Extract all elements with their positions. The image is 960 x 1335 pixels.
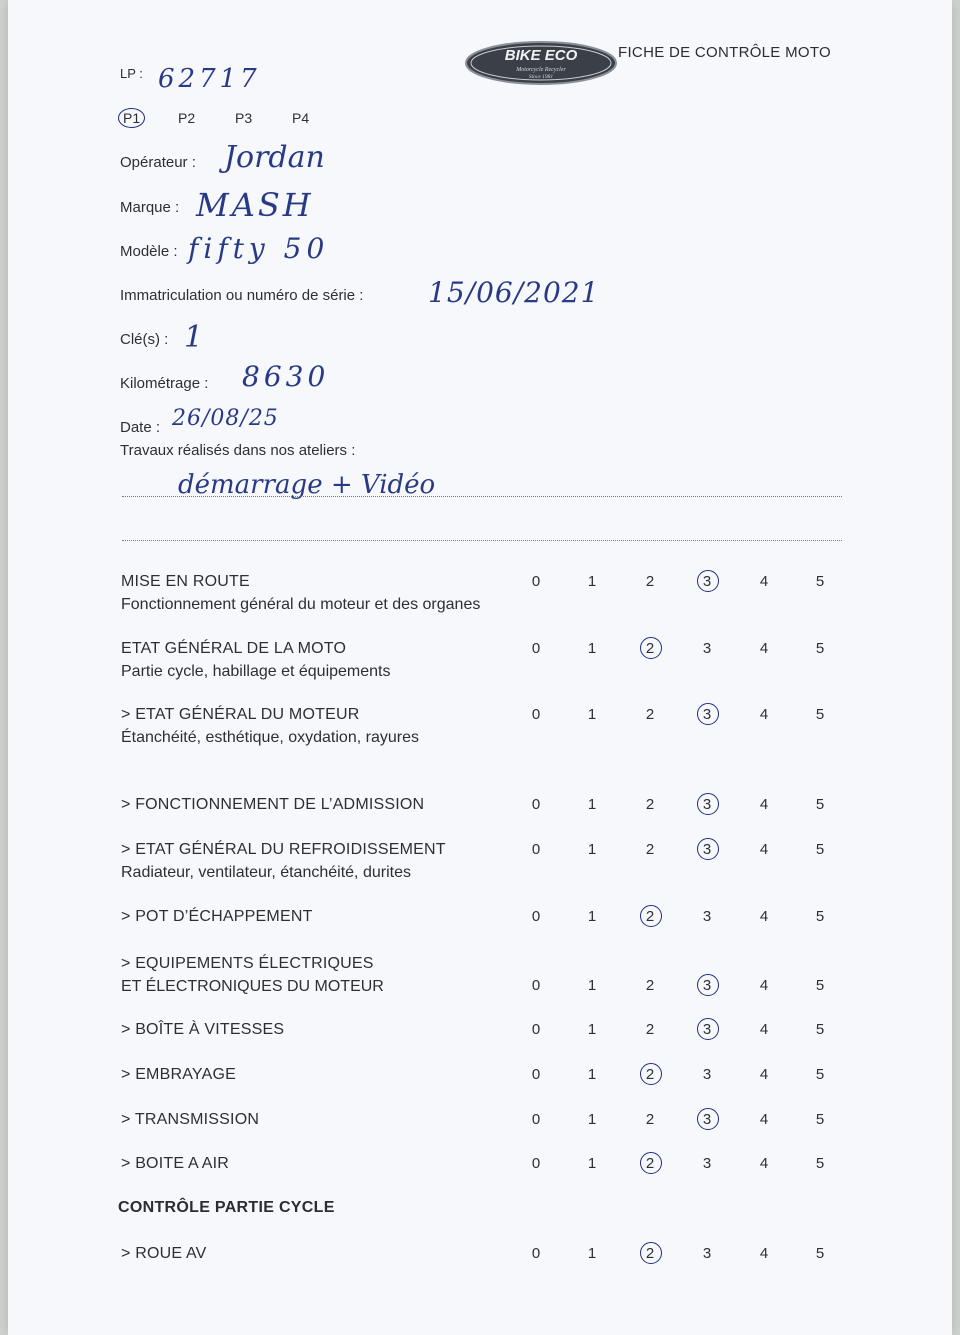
score-2: 2 — [645, 573, 655, 590]
score-scale — [508, 1245, 848, 1269]
check-label: > ETAT GÉNÉRAL DU REFROIDISSEMENT — [121, 841, 446, 858]
logo-sub-2: Since 1981 — [528, 74, 554, 80]
dotted-line-2 — [122, 540, 842, 541]
score-scale — [508, 1155, 848, 1179]
score-5: 5 — [815, 1111, 825, 1128]
score-scale — [508, 706, 848, 730]
score-2: 2 — [638, 1245, 662, 1262]
control-sheet — [8, 0, 952, 1335]
score-4: 4 — [759, 1245, 769, 1262]
score-0: 0 — [531, 573, 541, 590]
score-3: 3 — [702, 640, 712, 657]
form-title: FICHE DE CONTRÔLE MOTO — [618, 44, 832, 61]
section-partie-cycle-title: CONTRÔLE PARTIE CYCLE — [118, 1199, 335, 1216]
position-p2: P2 — [178, 110, 196, 126]
score-5: 5 — [815, 1155, 825, 1172]
score-0: 0 — [531, 796, 541, 813]
marque-value: MASH — [196, 186, 314, 224]
check-description: Étanchéité, esthétique, oxydation, rayures — [121, 729, 419, 746]
score-3: 3 — [695, 796, 719, 813]
score-1: 1 — [587, 841, 597, 858]
score-2: 2 — [638, 908, 662, 925]
modele-label: Modèle : — [120, 243, 178, 260]
check-label: > BOITE A AIR — [121, 1155, 229, 1172]
score-2: 2 — [638, 1155, 662, 1172]
cles-label: Clé(s) : — [120, 331, 169, 348]
km-value: 8630 — [242, 360, 330, 393]
travaux-value: démarrage + Vidéo — [178, 470, 436, 500]
lp-label: LP : — [120, 66, 143, 81]
modele-value: fifty 50 — [188, 232, 330, 265]
score-4: 4 — [759, 841, 769, 858]
check-description: Fonctionnement général du moteur et des organes — [121, 596, 481, 613]
score-2: 2 — [645, 977, 655, 994]
score-4: 4 — [759, 640, 769, 657]
score-3: 3 — [702, 1245, 712, 1262]
score-0: 0 — [531, 908, 541, 925]
date-value: 26/08/25 — [172, 406, 279, 431]
score-5: 5 — [815, 640, 825, 657]
score-3: 3 — [695, 977, 719, 994]
score-5: 5 — [815, 1021, 825, 1038]
score-4: 4 — [759, 1155, 769, 1172]
score-5: 5 — [815, 573, 825, 590]
score-scale — [508, 841, 848, 865]
score-4: 4 — [759, 1111, 769, 1128]
score-4: 4 — [759, 1066, 769, 1083]
check-label: > POT D’ÉCHAPPEMENT — [121, 908, 313, 925]
logo-sub-1: Motorcycle Recycler — [516, 67, 566, 73]
score-4: 4 — [759, 573, 769, 590]
score-3: 3 — [695, 573, 719, 590]
score-1: 1 — [587, 796, 597, 813]
bike-eco-logo — [464, 40, 618, 86]
check-description: Radiateur, ventilateur, étanchéité, durites — [121, 864, 411, 881]
score-0: 0 — [531, 1021, 541, 1038]
marque-label: Marque : — [120, 199, 180, 216]
dotted-line-1 — [122, 496, 842, 497]
score-3: 3 — [695, 1021, 719, 1038]
score-1: 1 — [587, 1021, 597, 1038]
score-4: 4 — [759, 977, 769, 994]
score-5: 5 — [815, 1245, 825, 1262]
check-label: > EMBRAYAGE — [121, 1066, 236, 1083]
score-1: 1 — [587, 1245, 597, 1262]
check-label: > EQUIPEMENTS ÉLECTRIQUES — [121, 955, 374, 972]
score-scale — [508, 573, 848, 597]
score-4: 4 — [759, 796, 769, 813]
score-3: 3 — [702, 908, 712, 925]
score-5: 5 — [815, 706, 825, 723]
operateur-label: Opérateur : — [120, 154, 196, 171]
score-4: 4 — [759, 1021, 769, 1038]
check-description: Partie cycle, habillage et équipements — [121, 663, 391, 680]
check-label: > ROUE AV — [121, 1245, 207, 1262]
score-3: 3 — [695, 706, 719, 723]
check-description: ET ÉLECTRONIQUES DU MOTEUR — [121, 978, 384, 995]
position-p3: P3 — [235, 110, 253, 126]
check-label: > BOÎTE À VITESSES — [121, 1021, 285, 1038]
score-scale — [508, 977, 848, 1001]
score-0: 0 — [531, 640, 541, 657]
lp-value: 62717 — [158, 64, 261, 94]
score-0: 0 — [531, 1111, 541, 1128]
position-p1: P1 — [118, 108, 145, 128]
score-1: 1 — [587, 977, 597, 994]
score-1: 1 — [587, 706, 597, 723]
travaux-label: Travaux réalisés dans nos ateliers : — [120, 442, 356, 459]
score-5: 5 — [815, 841, 825, 858]
score-5: 5 — [815, 1066, 825, 1083]
score-0: 0 — [531, 1155, 541, 1172]
km-label: Kilométrage : — [120, 375, 209, 392]
score-2: 2 — [638, 640, 662, 657]
operateur-value: Jordan — [224, 140, 325, 175]
score-1: 1 — [587, 1111, 597, 1128]
check-label: > FONCTIONNEMENT DE L’ADMISSION — [121, 796, 425, 813]
score-scale — [508, 1066, 848, 1090]
score-3: 3 — [695, 841, 719, 858]
score-2: 2 — [645, 1021, 655, 1038]
score-4: 4 — [759, 706, 769, 723]
score-0: 0 — [531, 1245, 541, 1262]
score-scale — [508, 796, 848, 820]
score-2: 2 — [638, 1066, 662, 1083]
score-0: 0 — [531, 841, 541, 858]
score-1: 1 — [587, 908, 597, 925]
score-5: 5 — [815, 908, 825, 925]
cles-value: 1 — [184, 320, 204, 355]
score-2: 2 — [645, 1111, 655, 1128]
score-2: 2 — [645, 841, 655, 858]
score-4: 4 — [759, 908, 769, 925]
logo-text: BIKE ECO — [504, 47, 578, 64]
date-label: Date : — [120, 419, 161, 436]
score-0: 0 — [531, 977, 541, 994]
check-label: > ETAT GÉNÉRAL DU MOTEUR — [121, 706, 360, 723]
score-3: 3 — [695, 1111, 719, 1128]
score-3: 3 — [702, 1155, 712, 1172]
score-scale — [508, 1111, 848, 1135]
score-2: 2 — [645, 796, 655, 813]
score-2: 2 — [645, 706, 655, 723]
score-3: 3 — [702, 1066, 712, 1083]
check-label: ETAT GÉNÉRAL DE LA MOTO — [121, 640, 347, 657]
score-1: 1 — [587, 640, 597, 657]
score-scale — [508, 640, 848, 664]
score-5: 5 — [815, 977, 825, 994]
check-label: MISE EN ROUTE — [121, 573, 250, 590]
position-p4: P4 — [292, 110, 310, 126]
score-scale — [508, 908, 848, 932]
immat-value: 15/06/2021 — [428, 276, 600, 309]
score-1: 1 — [587, 1066, 597, 1083]
score-scale — [508, 1021, 848, 1045]
score-0: 0 — [531, 706, 541, 723]
immat-label: Immatriculation ou numéro de série : — [120, 287, 364, 304]
score-5: 5 — [815, 796, 825, 813]
check-label: > TRANSMISSION — [121, 1111, 260, 1128]
score-1: 1 — [587, 1155, 597, 1172]
score-0: 0 — [531, 1066, 541, 1083]
score-1: 1 — [587, 573, 597, 590]
